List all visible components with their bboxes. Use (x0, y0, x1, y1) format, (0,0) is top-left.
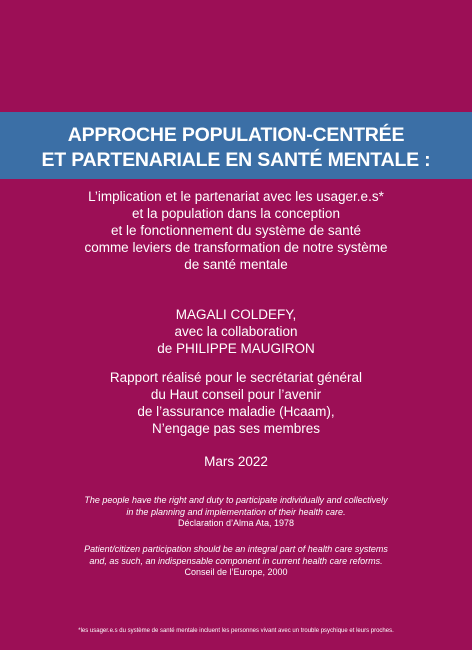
subtitle-line: de santé mentale (184, 257, 288, 272)
report-line: du Haut conseil pour l’avenir (150, 387, 322, 402)
quote-conseil-europe (0, 544, 472, 579)
quote-source: Déclaration d’Alma Ata, 1978 (177, 518, 295, 528)
subtitle-line: comme leviers de transformation de notre système (84, 240, 388, 255)
quote-line: Patient/citizen participation should be an integral part of health care systems (84, 544, 388, 554)
subtitle-line: L’implication et le partenariat avec les usager.e.s* (88, 189, 384, 204)
report-line: Rapport réalisé pour le secrétariat général (109, 370, 363, 385)
author-line: avec la collaboration (174, 324, 298, 339)
report-line: de l’assurance maladie (Hcaam), (137, 404, 335, 419)
quote-line: The people have the right and duty to participate individually and collectively (84, 495, 388, 505)
report-line: N’engage pas ses membres (151, 421, 321, 436)
quote-alma-ata (0, 495, 472, 530)
title-line-2: ET PARTENARIALE EN SANTÉ MENTALE : (41, 149, 431, 171)
authors (0, 306, 472, 357)
quote-line: and, as such, an indispensable component in current health care reforms. (89, 555, 383, 566)
quote-line: in the planning and implementation of their health care. (126, 506, 346, 517)
title-line-1: APPROCHE POPULATION-CENTRÉE (67, 124, 405, 146)
report-info (0, 369, 472, 437)
report-date: Mars 2022 (204, 454, 268, 469)
author-line: MAGALI COLDEFY, (175, 307, 297, 322)
subtitle-line: et la population dans la conception (132, 206, 340, 221)
quote-source: Conseil de l’Europe, 2000 (184, 567, 288, 577)
author-line: de PHILIPPE MAUGIRON (157, 341, 315, 356)
subtitle-line: et le fonctionnement du système de santé (111, 223, 361, 238)
title-band (0, 112, 472, 179)
footnote: *les usager.e.s du système de santé mentale incluent les personnes vivant avec un trouble psychique et leurs proches. (78, 628, 394, 634)
subtitle (0, 188, 472, 273)
